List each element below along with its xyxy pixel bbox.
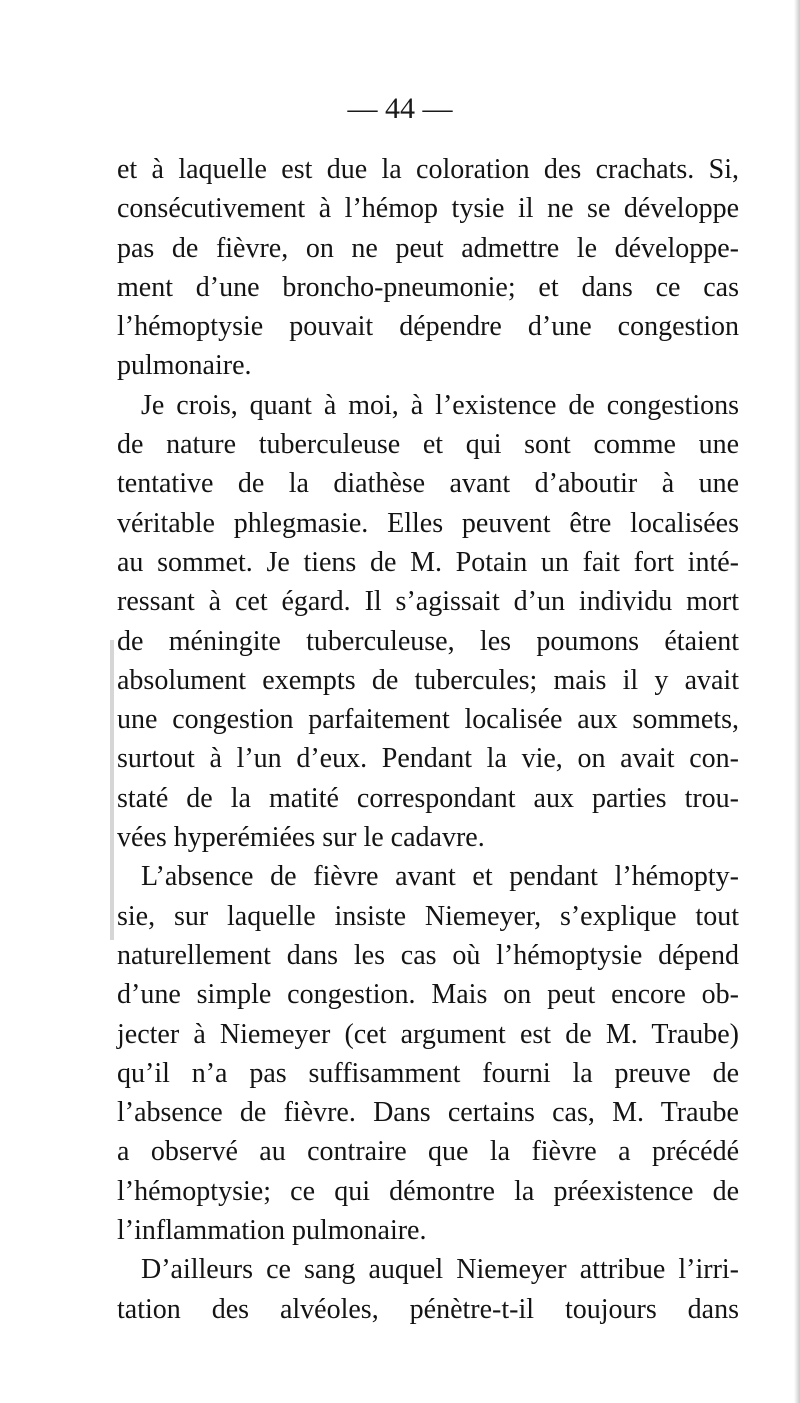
text-line: d’une simple congestion. Mais on peut encore ob- [117, 979, 739, 1011]
text-line: qu’il n’a pas suffisamment fourni la preuve de [117, 1057, 739, 1089]
text-line: Je crois, quant à moi, à l’existence de congestions [141, 389, 739, 421]
text-line: pas de fièvre, on ne peut admettre le développe- [117, 232, 739, 264]
body-text [117, 150, 739, 1329]
text-line: au sommet. Je tiens de M. Potain un fait fort inté- [117, 546, 739, 578]
text-line: ressant à cet égard. Il s’agissait d’un individu mort [117, 586, 739, 618]
text-line: véritable phlegmasie. Elles peuvent être localisées [117, 507, 739, 539]
text-line: absolument exempts de tubercules; mais il y avait [117, 664, 739, 696]
page-edge-shadow [794, 0, 800, 1403]
text-line: naturellement dans les cas où l’hémoptysie dépend [117, 939, 739, 971]
text-line: surtout à l’un d’eux. Pendant la vie, on avait con- [117, 743, 739, 775]
page-number: — 44 — [347, 92, 453, 125]
text-line: ment d’une broncho-pneumonie; et dans ce cas [117, 271, 739, 303]
text-line: pulmonaire. [117, 350, 252, 382]
text-line: tentative de la diathèse avant d’aboutir à une [117, 468, 739, 500]
text-line: l’hémoptysie pouvait dépendre d’une congestion [117, 311, 739, 343]
text-line: sie, sur laquelle insiste Niemeyer, s’explique tout [117, 900, 739, 932]
text-line: l’hémoptysie; ce qui démontre la préexistence de [117, 1175, 739, 1207]
text-line: vées hyperémiées sur le cadavre. [117, 822, 485, 854]
text-line: consécutivement à l’hémop tysie il ne se développe [117, 193, 739, 225]
text-line: a observé au contraire que la fièvre a précédé [117, 1136, 739, 1168]
text-line: tation des alvéoles, pénètre-t-il toujours dans [117, 1293, 739, 1325]
text-line: l’absence de fièvre. Dans certains cas, M. Traube [117, 1097, 739, 1129]
text-line: jecter à Niemeyer (cet argument est de M. Traube) [117, 1018, 739, 1050]
text-line: de nature tuberculeuse et qui sont comme une [117, 429, 739, 461]
binding-shadow [110, 640, 114, 940]
text-line: staté de la matité correspondant aux parties trou- [117, 782, 739, 814]
text-line: de méningite tuberculeuse, les poumons étaient [117, 625, 739, 657]
text-line: et à laquelle est due la coloration des crachats. Si, [117, 154, 739, 185]
text-line: une congestion parfaitement localisée aux sommets, [117, 704, 739, 736]
text-line: l’inflammation pulmonaire. [117, 1215, 427, 1247]
text-line: D’ailleurs ce sang auquel Niemeyer attribue l’irri- [141, 1254, 739, 1286]
text-line: L’absence de fièvre avant et pendant l’hémopty- [141, 861, 739, 893]
